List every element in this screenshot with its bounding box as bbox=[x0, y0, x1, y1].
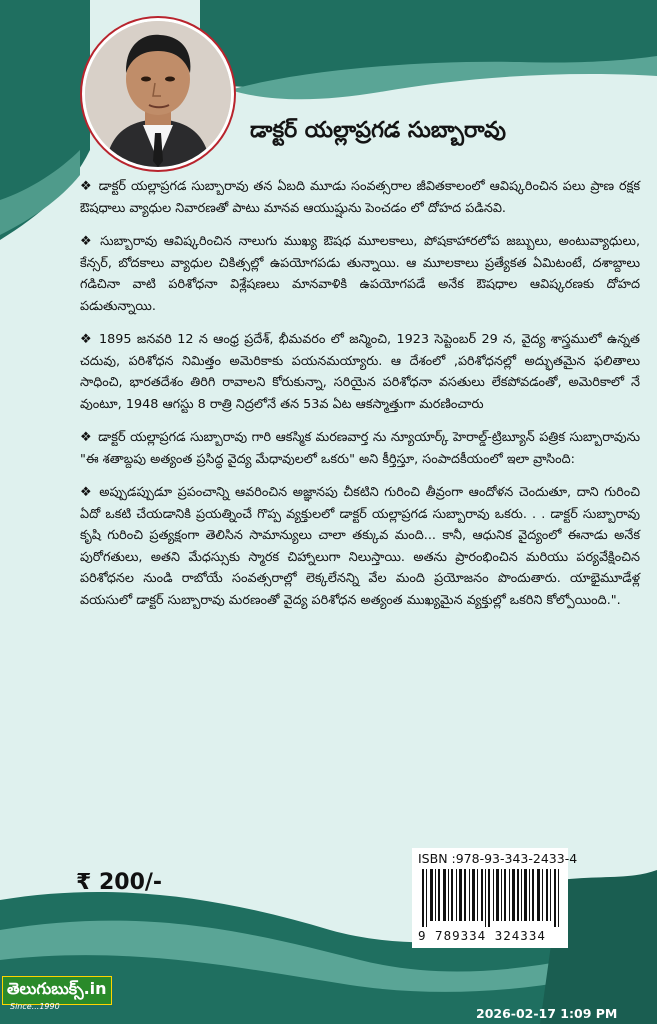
author-portrait bbox=[82, 18, 234, 170]
barcode-digits: 9 789334 324334 bbox=[418, 928, 546, 943]
paragraph-text: అప్పుడప్పుడూ ప్రపంచాన్ని ఆవరించిన అజ్ఞానపు చీకటిని గురించి తీవ్రంగా ఆందోళన చెందుతూ, దాని గురించి ఏదో ఒకటి చేయడానికి ప్రయత్నించే గొప్ప వ్యక్తులలో డాక్టర్ యల్లాప్రగడ సుబ్బారావు ఒకరు. . . డాక్టర్ సుబ్బారావు కృషి గురించి ప్రత్యక్షంగా తెలిసిన సామాన్యులు చాలా తక్కువ మంది... కానీ, ఆధునిక వైద్యంలో ఈనాడు అనేక పురోగతులు, అతని మేధస్సుకు స్మారక చిహ్నాలుగా నిలుస్తాయి. అతను ప్రారంభించిన మరియు పర్యవేక్షించిన పరిశోధనల నుండి రాబోయే సంవత్సరాల్లో లెక్కలేనన్ని వేల మంది ప్రయోజనం పొందుతారు. యాభైమూడేళ్ల వయసులో డాక్టర్ సుబ్బారావు మరణంతో వైద్య పరిశోధన అత్యంత ముఖ్యమైన వ్యక్తుల్లో ఒకరిని కోల్పోయింది.". bbox=[80, 485, 641, 608]
back-cover-text bbox=[80, 176, 640, 623]
paragraph-2 bbox=[80, 231, 640, 317]
bullet-icon: ❖ bbox=[80, 430, 93, 445]
photo-timestamp: 2026-02-17 1:09 PM bbox=[476, 1006, 618, 1021]
paragraph-5 bbox=[80, 482, 640, 611]
logo-text: తెలుగుబుక్స్.in bbox=[2, 976, 112, 1005]
barcode-icon bbox=[418, 869, 564, 927]
paragraph-4 bbox=[80, 427, 640, 470]
paragraph-1 bbox=[80, 176, 640, 219]
bullet-icon: ❖ bbox=[80, 485, 94, 500]
bullet-icon: ❖ bbox=[80, 234, 95, 249]
bullet-icon: ❖ bbox=[80, 332, 93, 347]
paragraph-text: డాక్టర్ యల్లాప్రగడ సుబ్బారావు గారి ఆకస్మిక మరణవార్త ను న్యూయార్క్ హెరాల్డ్-ట్రిబ్యూన్ పత్రిక సుబ్బారావును "ఈ శతాబ్దపు అత్యంత ప్రసిద్ధ వైద్య మేధావులలో ఒకరు" అని కీర్తిస్తూ, సంపాదకీయంలో ఇలా వ్రాసింది: bbox=[80, 430, 640, 467]
publisher-logo bbox=[2, 976, 126, 1016]
logo-since: Since...1990 bbox=[10, 1002, 60, 1011]
paragraph-text: 1895 జనవరి 12 న ఆంధ్ర ప్రదేశ్, భీమవరం లో జన్మించి, 1923 సెప్టెంబర్ 29 న, వైద్య శాస్త్రములో ఉన్నత చదువు, పరిశోధన నిమిత్తం అమెరికాకు పయనమయ్యారు. ఆ దేశంలో ,పరిశోధనల్లో అద్భుతమైన ఫలితాలు సాధించి, భారతదేశం తిరిగి రావాలని కోరుకున్నా, సరియైన పరిశోధనా వసతులు లేకపోవడంతో, అమెరికాలో నే వుంటూ, 1948 ఆగస్టు 8 రాత్రి నిద్రలోనే తన 53వ ఏట ఆకస్మాత్తుగా మరణించారు bbox=[80, 332, 640, 412]
isbn-barcode bbox=[412, 848, 578, 948]
price-label: ₹ 200/- bbox=[76, 870, 163, 895]
book-title: డాక్టర్ యల్లాప్రగడ సుబ్బారావు bbox=[250, 118, 506, 143]
paragraph-3 bbox=[80, 329, 640, 415]
author-portrait-illustration bbox=[85, 21, 231, 167]
bullet-icon: ❖ bbox=[80, 179, 93, 194]
paragraph-text: డాక్టర్ యల్లాప్రగడ సుబ్బారావు తన ఏబది మూడు సంవత్సరాల జీవితకాలంలో ఆవిష్కరించిన పలు ప్రాణ రక్షక ఔషధాలు వ్యాధుల నివారణతో పాటు మానవ ఆయుష్షును పెంచడం లో దోహద పడినవి. bbox=[80, 179, 640, 216]
paragraph-text: సుబ్బారావు ఆవిష్కరించిన నాలుగు ముఖ్య ఔషధ మూలకాలు, పోషకాహారలోప జబ్బులు, అంటువ్యాధులు, కేన్సర్, బోదకాలు వ్యాధుల చికిత్సల్లో ఉపయోగపడు తున్నాయి. ఆ మూలకాలు ప్రత్యేకత ఏమిటంటే, దశాబ్దాలు గడిచినా వాటి పరిశోధనా విశ్లేషణలు మానవాళికి ఉపయోగపడే అనేక ఔషధాల ఆవిష్కరణకు దోహద పడుతున్నాయి. bbox=[80, 234, 641, 314]
isbn-number: ISBN :978-93-343-2433-4 bbox=[418, 851, 578, 866]
